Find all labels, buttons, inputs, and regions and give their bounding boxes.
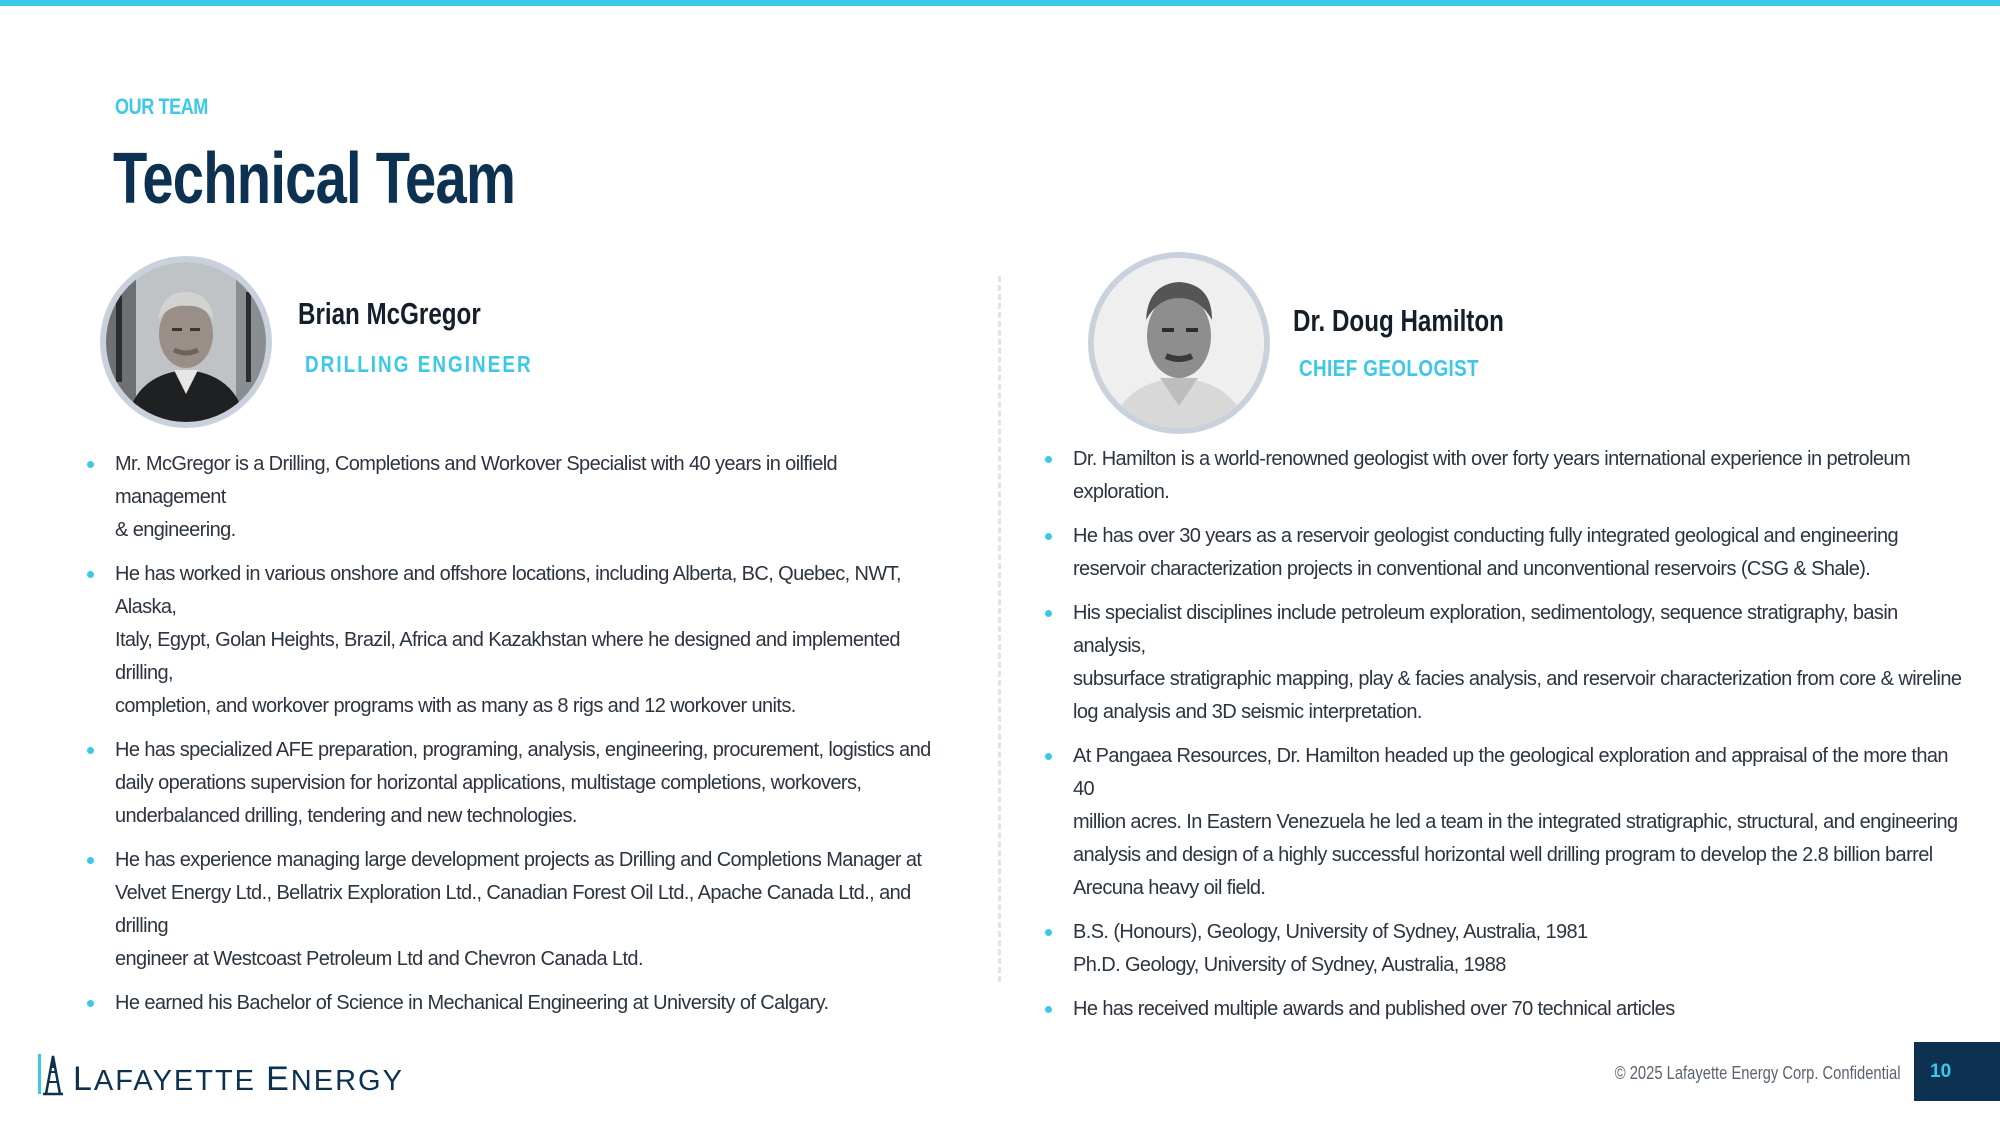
list-item: He has specialized AFE preparation, programing, analysis, engineering, procurement, logistics and daily operations supervision for horizontal applications, multistage completions, workovers, underbalanced drilling, tendering and new technologies. — [85, 734, 945, 833]
bio-list — [85, 448, 945, 1031]
list-item: Mr. McGregor is a Drilling, Completions and Workover Specialist with 40 years in oilfield management & engineering. — [85, 448, 945, 547]
bullet-dot-icon — [1045, 1006, 1052, 1013]
list-item: Dr. Hamilton is a world-renowned geologist with over forty years international experience in petroleum exploration. — [1043, 443, 1963, 509]
page-title: Technical Team — [113, 139, 516, 219]
top-accent-bar — [0, 0, 2000, 6]
list-item: He earned his Bachelor of Science in Mechanical Engineering at University of Calgary. — [85, 987, 945, 1020]
list-item: He has worked in various onshore and offshore locations, including Alberta, BC, Quebec, NWT, Alaska, Italy, Egypt, Golan Heights, Brazil, Africa and Kazakhstan where he designed and implemented drilling, completion, and workover programs with as many as 8 rigs and 12 workover units. — [85, 558, 945, 723]
bullet-dot-icon — [1045, 753, 1052, 760]
member-role: DRILLING ENGINEER — [305, 351, 533, 377]
bullet-dot-icon — [87, 571, 94, 578]
bio-list — [1043, 443, 1963, 1037]
avatar-doug-hamilton — [1088, 252, 1270, 434]
confidential-notice: © 2025 Lafayette Energy Corp. Confidential — [1614, 1063, 1900, 1083]
bullet-dot-icon — [1045, 929, 1052, 936]
member-role: CHIEF GEOLOGIST — [1299, 355, 1480, 381]
bullet-dot-icon — [1045, 456, 1052, 463]
bullet-dot-icon — [1045, 533, 1052, 540]
list-item: He has over 30 years as a reservoir geologist conducting fully integrated geological and engineering reservoir characterization projects in conventional and unconventional reservoirs (CSG & Shale). — [1043, 520, 1963, 586]
member-name: Dr. Doug Hamilton — [1293, 303, 1504, 338]
company-logo-text: LAFAYETTE ENERGY — [73, 1060, 404, 1098]
derrick-icon — [38, 1052, 68, 1096]
member-name: Brian McGregor — [298, 296, 481, 331]
page-number: 10 — [1914, 1042, 2000, 1101]
bullet-dot-icon — [1045, 610, 1052, 617]
list-item: His specialist disciplines include petroleum exploration, sedimentology, sequence stratigraphy, basin analysis, subsurface stratigraphic mapping, play & facies analysis, and reservoir characterization from core & wireline log analysis and 3D seismic interpretation. — [1043, 597, 1963, 729]
bullet-dot-icon — [87, 461, 94, 468]
list-item: He has experience managing large development projects as Drilling and Completions Manager at Velvet Energy Ltd., Bellatrix Exploration Ltd., Canadian Forest Oil Ltd., Apache Canada Ltd., and drilling engineer at Westcoast Petroleum Ltd and Chevron Canada Ltd. — [85, 844, 945, 976]
portrait-photo-icon — [106, 262, 266, 422]
list-item: B.S. (Honours), Geology, University of Sydney, Australia, 1981 Ph.D. Geology, University of Sydney, Australia, 1988 — [1043, 916, 1963, 982]
column-divider — [998, 276, 1001, 982]
list-item: He has received multiple awards and published over 70 technical articles — [1043, 993, 1963, 1026]
bullet-dot-icon — [87, 747, 94, 754]
bullet-dot-icon — [87, 1000, 94, 1007]
section-eyebrow: OUR TEAM — [115, 94, 208, 119]
avatar-brian-mcgregor — [100, 256, 272, 428]
bullet-dot-icon — [87, 857, 94, 864]
portrait-photo-icon — [1094, 258, 1264, 428]
list-item: At Pangaea Resources, Dr. Hamilton headed up the geological exploration and appraisal of the more than 40 million acres. In Eastern Venezuela he led a team in the integrated stratigraphic, structural, and engineering analysis and design of a highly successful horizontal well drilling program to develop the 2.8 billion barrel Arecuna heavy oil field. — [1043, 740, 1963, 905]
